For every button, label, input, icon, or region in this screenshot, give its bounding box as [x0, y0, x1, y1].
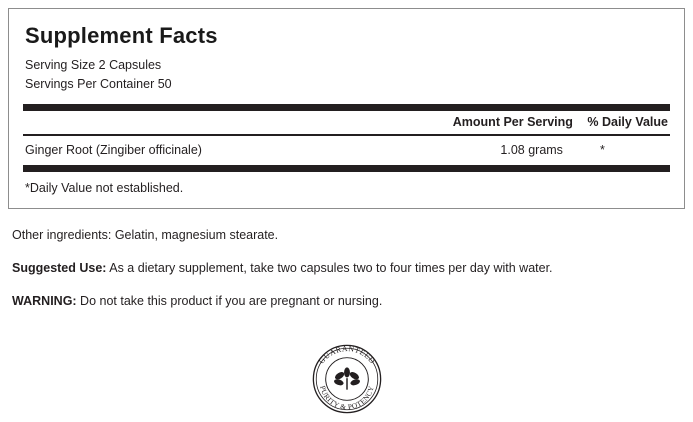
svg-text:GUARANTEED: GUARANTEED	[316, 343, 377, 366]
other-ingredients-text: Other ingredients: Gelatin, magnesium stearate.	[12, 228, 279, 242]
servings-per-container: Servings Per Container 50	[25, 77, 172, 91]
supplement-facts-panel	[8, 8, 685, 209]
label-body-text	[10, 228, 685, 327]
column-header-ingredient	[23, 111, 398, 134]
nutrition-table	[23, 111, 670, 134]
suggested-use-line	[12, 261, 685, 275]
ingredient-amount: 1.08 grams	[500, 143, 563, 157]
nutrition-table-body	[23, 136, 670, 165]
ingredient-name: Ginger Root (Zingiber officinale)	[25, 143, 202, 157]
rule-thick-top	[23, 104, 670, 111]
warning-text: Do not take this product if you are pregnant or nursing.	[76, 294, 383, 308]
rule-thick-bottom	[23, 165, 670, 172]
table-header-row	[23, 111, 670, 134]
column-header-daily-value: % Daily Value	[587, 115, 668, 129]
ingredient-daily-value: *	[600, 143, 605, 157]
serving-size: Serving Size 2 Capsules	[25, 58, 162, 72]
warning-line	[12, 294, 685, 308]
suggested-use-label: Suggested Use:	[12, 261, 107, 275]
daily-value-footnote: *Daily Value not established.	[25, 181, 184, 195]
svg-text:PURITY & POTENCY: PURITY & POTENCY	[317, 384, 376, 412]
column-header-amount: Amount Per Serving	[452, 115, 573, 129]
seal-container	[0, 338, 693, 420]
table-row	[23, 136, 670, 165]
panel-title: Supplement Facts	[25, 23, 218, 48]
suggested-use-text: As a dietary supplement, take two capsules two to four times per day with water.	[106, 261, 553, 275]
warning-label: WARNING:	[12, 294, 77, 308]
other-ingredients-line	[12, 228, 685, 242]
guaranteed-purity-potency-seal-icon	[306, 338, 388, 420]
